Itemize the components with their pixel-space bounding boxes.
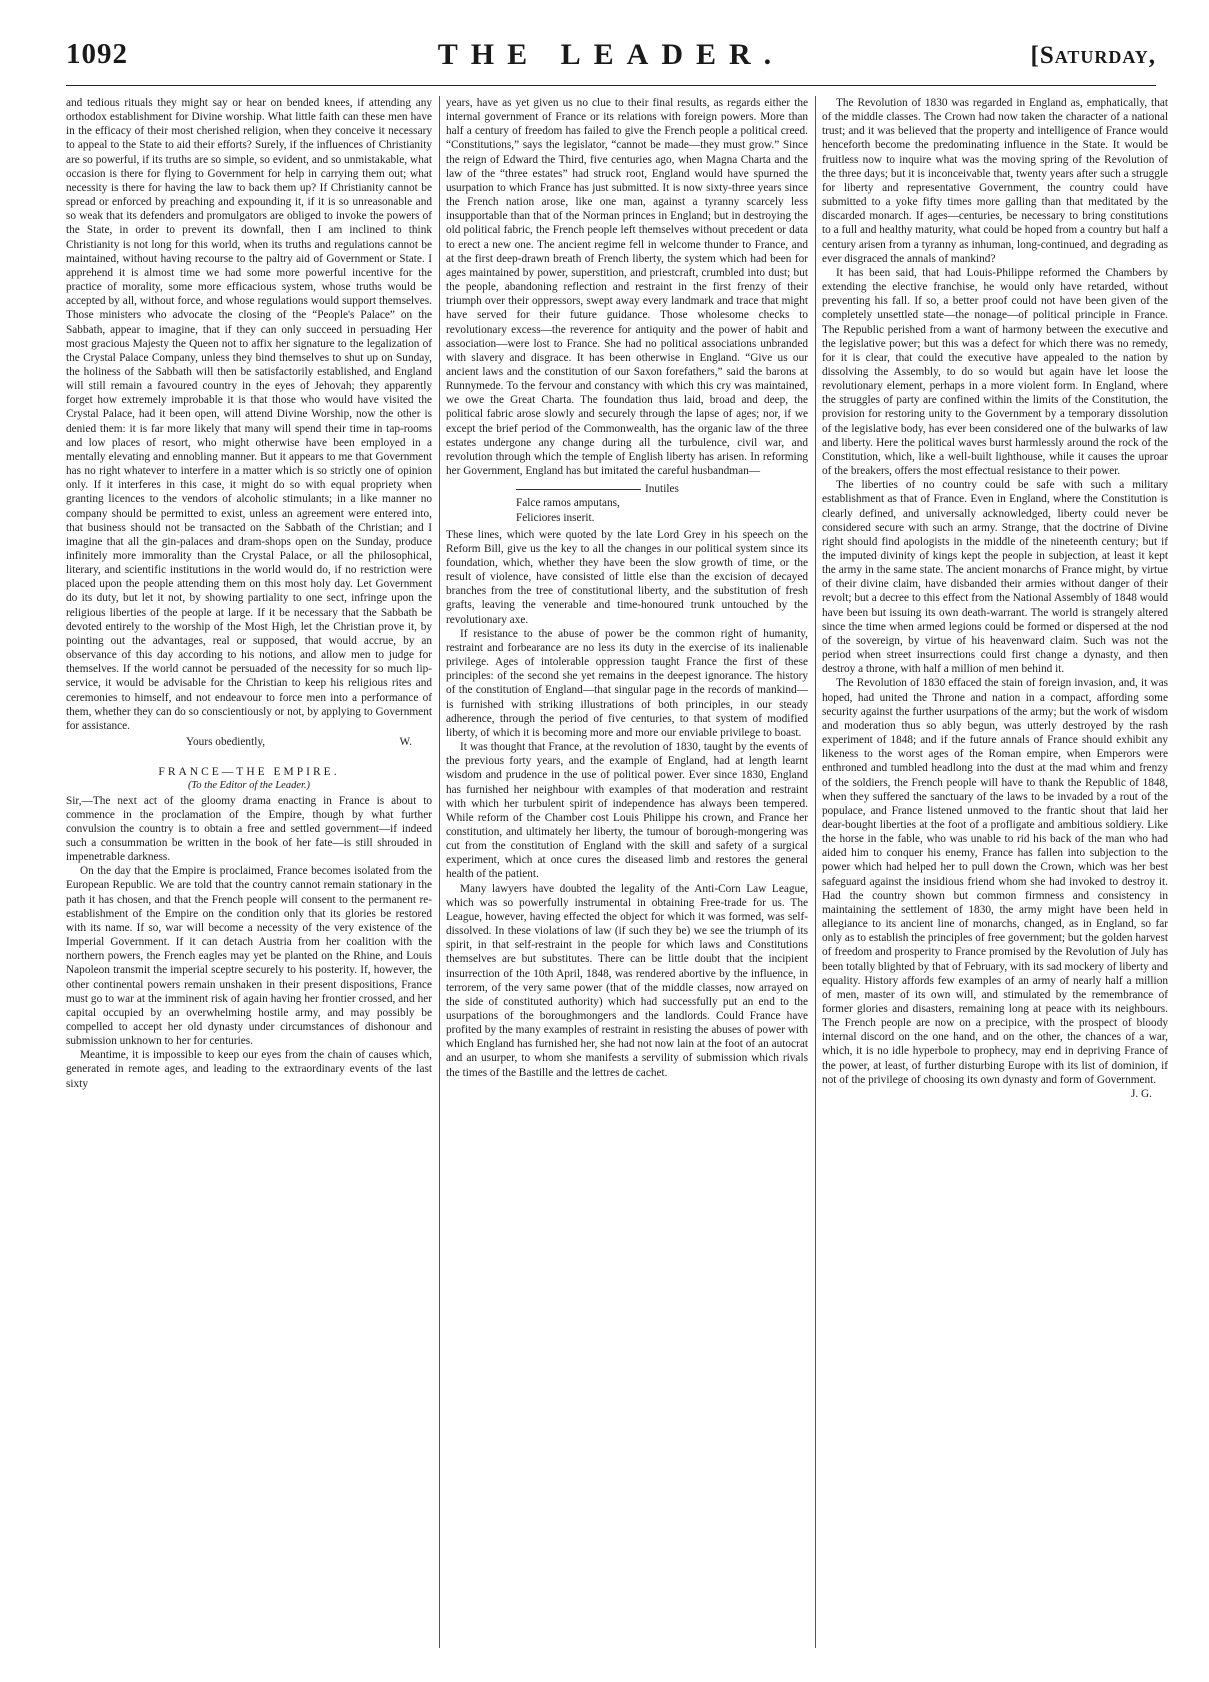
issue-day: [Saturday, bbox=[1030, 42, 1156, 69]
article-paragraph: years, have as yet given us no clue to their final results, as regards either the internal government of France or its relations with foreign powers. More than half a century of freedom has failed to give the French people a political creed. “Constitutions,” says the legislator, “cannot be made—they must grow.” Since the reign of Edward the Third, five centuries ago, when Magna Charta and the law of the “three estates” had struck root, England would have spurned the usurpation to which France has just submitted. It is now sixty-three years since the French nation arose, like one man, against a tyranny scarcely less insupportable than that of the Norman princes in England; but in destroying the old political fabric, the French people left themselves without precedent or data to erect a new one. The ancient regime fell in welcome thunder to France, and at the first deep-drawn breath of French liberty, the system which had been for ages maintained by power, superstition, and priestcraft, crumbled into dust; but the people, abandoning reflection and restraint in the first frenzy of their triumph over their oppressors, swept away every landmark and trace that might have served for their future guidance. Those wholesome checks to revolutionary excess—the reverence for antiquity and the power of habit and association—were lost to France. She had no political associations unbranded with slavery and disgrace. It has been otherwise in England. “Give us our ancient laws and the constitution of our Saxon forefathers,” said the barons at Runnymede. To the fervour and constancy with which this cry was maintained, we owe the Great Charta. The foundation thus laid, broad and deep, the political fabric arose slowly and securely through the lapse of ages; nor, if we except the brief period of the Commonwealth, has the organic law of the three estates undergone any change during all the turbulence, civil war, and revolution through which the temple of English liberty has arisen. In reforming her Government, England has but imitated the careful husbandman— bbox=[446, 97, 808, 478]
verse-line: Feliciores inserit. bbox=[516, 511, 595, 524]
signature: W. bbox=[399, 736, 412, 749]
article-paragraph: On the day that the Empire is proclaimed, France becomes isolated from the European Republic. We are told that the country cannot remain stationary in the path it has chosen, and that the French people will consent to the permanent re-establishment of the Empire on the condition only that its glories be restored with its name. If so, war will become a necessity of the very existence of the Imperial Government. If it can detach Austria from her coalition with the northern powers, the French eagles may yet be planted on the Rhine, and Louis Napoleon transmit the imperial sceptre securely to his posterity. If, however, the other continental powers remain unshaken in their present dispositions, France must go to war at the imminent risk of again having her frontier crossed, and her capital occupied by an overwhelming hostile army, and may possibly be compelled to accept her old dynasty under circumstances of dishonour and submission unknown to her for centuries. bbox=[66, 865, 432, 1048]
article-paragraph: The Revolution of 1830 effaced the stain of foreign invasion, and, it was hoped, had united the Throne and nation in a compact, affording some security against the further usurpations of the army; but the work of wisdom and moderation thus so ably begun, was utterly destroyed by the rash experiment of 1848; and if the future annals of France should exhibit any likeness to the worst ages of the Roman empire, when Emperors were enthroned and tumbled headlong into the dust at the mad whim and frenzy of the soldiers, the French people will have to thank the Republic of 1848, when they suffered the sanctuary of the laws to be invaded by a rout of the populace, and France listened unmoved to the frantic shout that laid her dear-bought liberties at the foot of a profligate and ambitious soldiery. Like the horse in the fable, who was unable to rid his back of the man who had aided him to conquer his enemy, France has fallen into subjection to the power which had helped her to pull down the Crown, which was her best safeguard against the insidious friend whom she had invoked to destroy it. Had the country shown but common firmness and consistency in maintaining the settlement of 1830, the army might have been held in allegiance to its ancient line of monarchs, changed, as in England, so far only as to establish the principles of free government; but the golden harvest of freedom and prosperity to France promised by the Revolution of July has been totally blighted by that of February, with its sad mockery of liberty and equality. History affords few examples of an army of nearly half a million of men, master of its own will, and stimulated by the remembrance of former glories and disasters, remaining long at peace with its neighbours. The French people are now on a precipice, with the prospect of bloody internal discord on the one hand, and on the other, the chances of a war, which, it is no idle hyperbole to prophecy, may end in depriving France of the power, at least, of further disturbing Europe with its list of dominion, if not of the privilege of choosing its own dynasty and form of Government. bbox=[822, 677, 1168, 1086]
column-3 bbox=[822, 96, 1168, 1656]
latin-verse bbox=[516, 482, 808, 524]
article-paragraph: It was thought that France, at the revolution of 1830, taught by the events of the previous forty years, and the example of England, had at length learnt wisdom and prudence in the use of political power. Ever since 1830, England has furnished her neighbour with examples of that moderation and restraint with which her turbulent spirit of independence has always been tempered. While reform of the Chamber cost Louis Philippe his crown, and France her constitution, and ultimately her liberty, the tumour of borough-mongering was cut from the constitution of England with the skill and safety of a surgical experiment, which at once cures the diseased limb and restores the general health of the patient. bbox=[446, 741, 808, 881]
masthead-rule bbox=[66, 85, 1156, 86]
verse-line: Inutiles bbox=[645, 483, 679, 496]
article-paragraph: Meantime, it is impossible to keep our eyes from the chain of causes which, generated in remote ages, and leading to the extraordinary events of the last sixty bbox=[66, 1049, 432, 1090]
column-2 bbox=[446, 96, 808, 1656]
letter-signoff bbox=[66, 733, 432, 749]
column-divider bbox=[815, 96, 816, 1648]
article-paragraph: and tedious rituals they might say or hear on bended knees, if attending any orthodox establishment for Divine worship. What little faith can these men have in the efficacy of their most cherished religion, when they conceive it necessary to appeal to the State to aid their efforts? Surely, if the influences of Christianity are so powerful, if its truths are so simple, so evident, and so unmistakable, what occasion is there for flying to Government for help in carrying them out; what necessity is there for having the law to back them up? If Christianity cannot be spread or enforced by preaching and expounding it, if it is so unreasonable and so weak that its defenders and promulgators are obliged to invoke the powers of the State, in order to prevent its downfall, then I am inclined to think Christianity is not long for this world, when its truths and regulations cannot be maintained, without having recourse to the paltry aid of Government or State. I apprehend it is almost time we had some more powerful incentive for the practice of morality, some more efficacious system, whose truths would be accepted by all, without force, and whose regulations would support themselves. Those ministers who advocate the closing of the “People's Palace” on the Sabbath, appear to imagine, that if they can only succeed in persuading Her most gracious Majesty the Queen not to affix her signature to the legalization of the Crystal Palace Company, unless they bind themselves to shut up on Sunday, the holiness of the Sabbath will then be satisfactorily established, and England will still remain a favoured country in the eyes of Jehovah; they apparently forget how extremely improbable it is that those who would have visited the Crystal Palace, had it been open, will attend Divine Worship, now the other is denied them: it is far more likely that many will spend their time in tap-rooms and low places of resort, who might otherwise have been employed in a mentally elevating and ennobling manner. But it appears to me that Government has no right whatever to interfere in a matter which is so strictly one of opinion only. If it interferes in this case, it might do so with equal propriety when granting licences to the vendors of alcoholic stimulants; in a like manner no company should be permitted to exist, unless an agreement were entered into, that business should not be transacted on the Sabbath of the Christian; and I imagine that all the gin-palaces and dram-shops open on the Sunday, produce infinitely more immorality than the Crystal Palace, or all the philosophical, literary, and scientific institutions in the world would do, if no restriction were placed upon the people attending them on this most holy day. Let Government do its duty, but let it not, by showing partiality to one sect, infringe upon the religious liberties of the people at large. If it be necessary that the Sabbath be devoted entirely to the worship of the Most High, let the Christian prove it, by pointing out the advantages, real or supposed, that would accrue, by an observance of this day according to his notions, and allow men to judge for themselves. If the world cannot be persuaded of the necessity for so much lip-service, it would be advisable for the Christian to keep his religious rites and ceremonies to himself, and not endeavour to force men into a performance of them, whether they can do so conscientiously or not, by applying to Government for assistance. bbox=[66, 97, 432, 732]
page-number: 1092 bbox=[66, 38, 128, 70]
article-paragraph: Sir,—The next act of the gloomy drama enacting in France is about to commence in the proclamation of the Empire, though by what further convulsion the country is to obtain a free and settled government—if indeed such a consummation be written in the book of her fate—is still shrouded in impenetrable darkness. bbox=[66, 794, 432, 864]
masthead bbox=[66, 38, 1156, 82]
article-paragraph: If resistance to the abuse of power be the common right of humanity, restraint and forbearance are no less its duty in the exercise of its inalienable privilege. Ages of intolerable oppression taught France the first of these principles: of the second she yet remains in the deepest ignorance. The history of the constitution of England—that singular page in the records of mankind—is furnished with striking illustrations of both principles, in our steady adherence, through the period of five centuries, to that system of modified liberty, of which it is becoming more and more our enviable privilege to boast. bbox=[446, 627, 808, 739]
closing: Yours obediently, bbox=[186, 736, 266, 749]
column-divider bbox=[439, 96, 440, 1648]
column-1 bbox=[66, 96, 432, 1656]
article-heading: FRANCE—THE EMPIRE. bbox=[158, 766, 340, 779]
newspaper-title: THE LEADER. bbox=[437, 38, 785, 71]
article-paragraph: These lines, which were quoted by the late Lord Grey in his speech on the Reform Bill, give us the key to all the changes in our political system since its foundation, which, whether they have been the slow growth of time, or the result of violence, have consisted of little else than the excision of decayed branches from the tree of constitutional liberty, and the substitution of fresh grafts, leaving the venerable and time-honoured trunk untouched by the revolutionary axe. bbox=[446, 528, 808, 626]
article-paragraph: The Revolution of 1830 was regarded in England as, emphatically, that of the middle classes. The Crown had now taken the character of a national trust; and it was believed that the property and intelligence of France would henceforth become the predominating influence in the State. It would be fruitless now to inquire what was the moving spring of the Revolution of the three days; but it is inconceivable that, twenty years after such a struggle for liberty and representative Government, the country could have submitted to a yoke fifty times more galling than that meditated by the discarded monarch. If ages—centuries, be necessary to bring constitutions to a full and healthy maturity, what could be hoped from a country but half a century arisen from a tyranny as inhuman, long-continued, and degrading as ever disgraced the annals of mankind? bbox=[822, 97, 1168, 265]
article-paragraph: The liberties of no country could be safe with such a military establishment as that of France. Even in England, where the Constitution is clearly defined, and universally acknowledged, liberty could never be considered secure with such an army. Strange, that the doctrine of Divine right should find apologists in the middle of the nineteenth century; but if the imputed divinity of kings kept the people in subjection, at least it kept the army in the same state. The ancient monarchs of France might, by virtue of their divine claim, have disbanded their armies without danger of their revolt; but a decree to this effect from the National Assembly of 1848 would have been but issuing its own death-warrant. The world is strangely altered since the time when armed legions could be formed or dispersed at the nod of the sovereign, by virtue of his heavenward claim. Such was not the period when street insurrections could first change a dynasty, and then destroy a throne, with half a million of men behind it. bbox=[822, 479, 1168, 676]
article-paragraph: Many lawyers have doubted the legality of the Anti-Corn Law League, which was so powerfully instrumental in obtaining Free-trade for us. The League, however, having effected the object for which it was formed, was self-dissolved. In these violations of law (if such they be) we see the triumph of its spirit, in that self-restraint in the people for which laws and Constitutions themselves are but substitutes. There can be little doubt that the incipient insurrection of the 10th April, 1848, was rendered abortive by the influence, in terrorem, of the very same power (that of the middle classes, now arrayed on the side of constituted authority) which had successfully put an end to the usurpations of the boroughmongers and the landlords. Could France have profited by the many examples of restraint in resisting the abuses of power with which England has furnished her, she had not now lain at the foot of an autocrat and an usurper, to whom she manifests a servility of submission which rivals the times of the Bastille and the lettres de cachet. bbox=[446, 882, 808, 1079]
article-paragraph: It has been said, that had Louis-Philippe reformed the Chambers by extending the elective franchise, he would only have retarded, without preventing his fall. If so, a better proof could not have been given of the completely unsettled state—the nonage—of political principle in France. The Republic perished from a want of harmony between the executive and the legislative power; but this was a defect for which there was no remedy, for it is clear, that could the executive have appealed to the nation by dissolving the Assembly, to do so would but again have let loose the revolutionary element, perhaps in a more violent form. In England, where the struggles of party are confined within the limits of the Constitution, the provision for restoring unity to the Government by a temporary dissolution of the legislative body, has ever been considered one of the bulwarks of law and liberty. Here the political waves burst harmlessly around the rock of the Constitution, which, like a well-built lighthouse, while it causes the uproar of the breakers, offers the most effectual resistance to their power. bbox=[822, 266, 1168, 478]
author-initials: J. G. bbox=[1130, 1087, 1152, 1100]
article-subheading: (To the Editor of the Leader.) bbox=[187, 780, 311, 792]
verse-line: Falce ramos amputans, bbox=[516, 497, 620, 510]
